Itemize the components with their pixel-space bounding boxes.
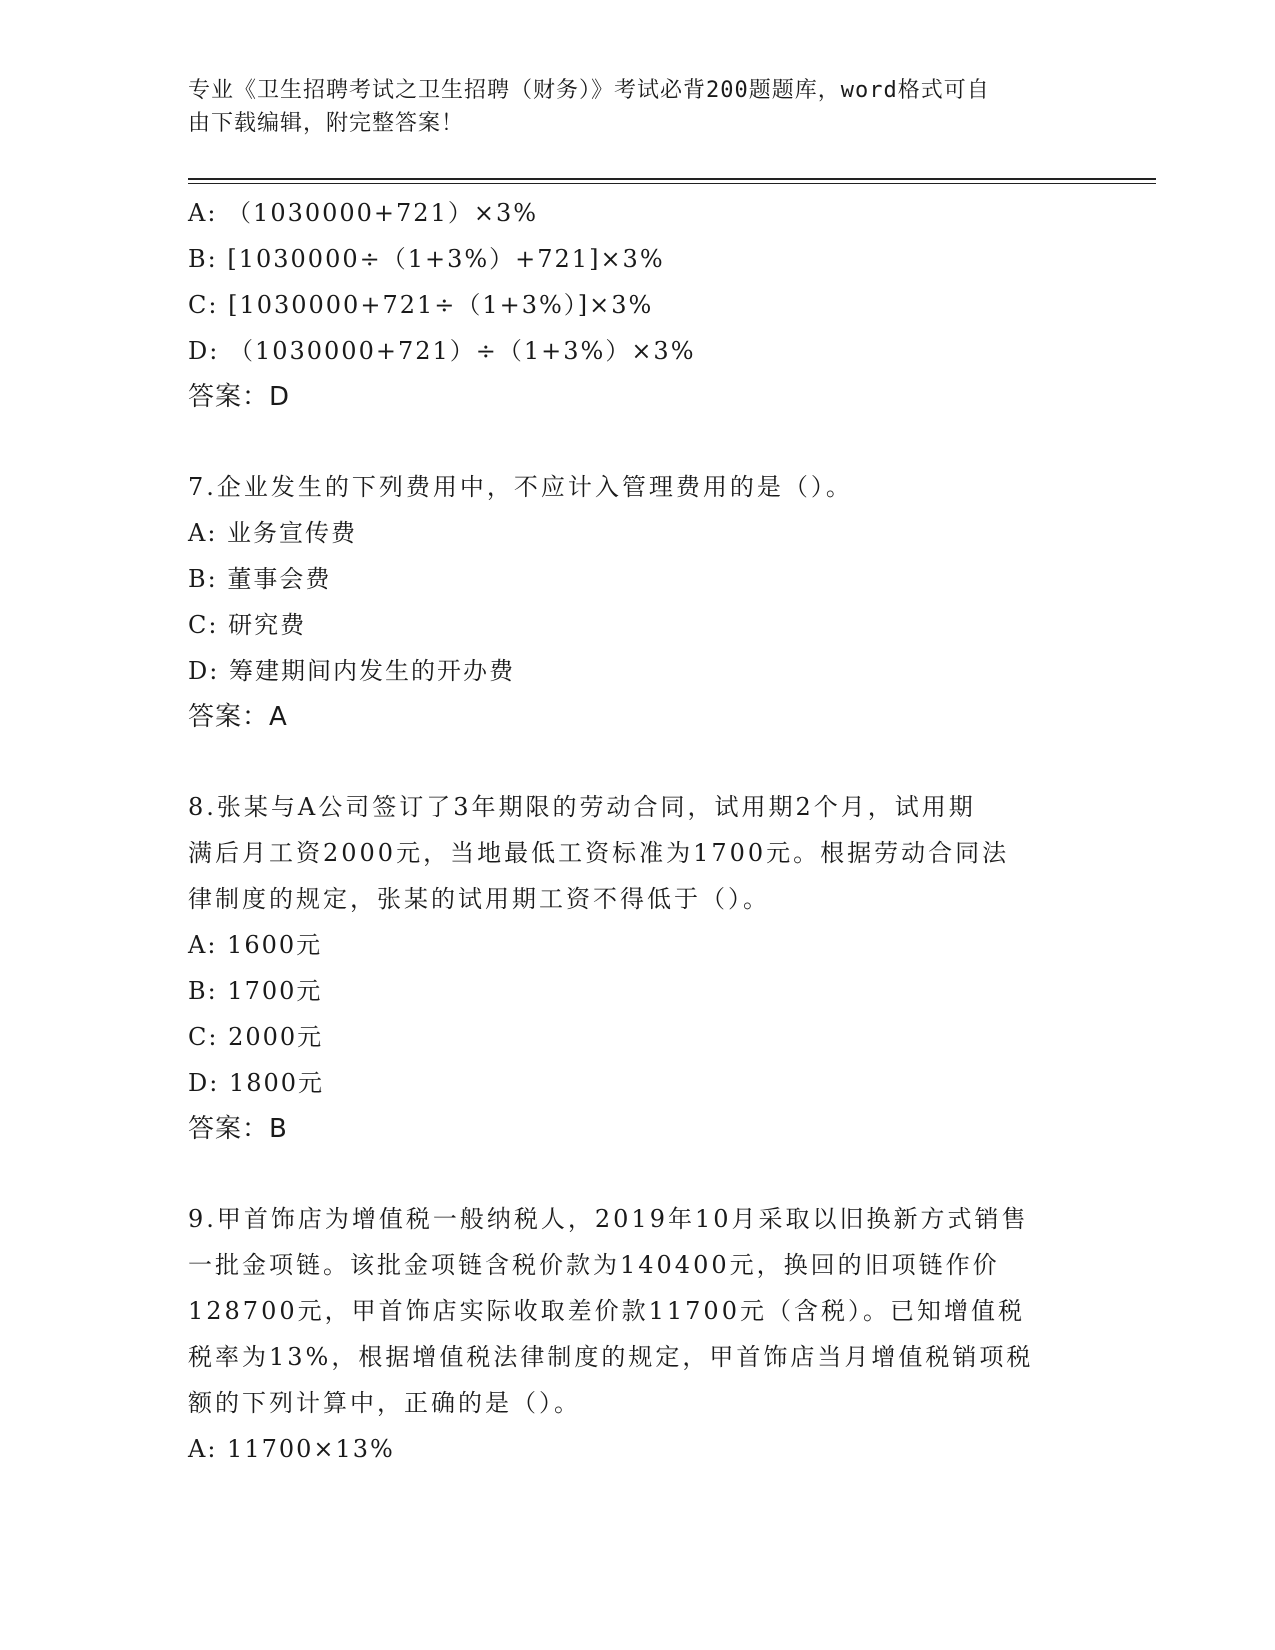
question-8 bbox=[188, 784, 1088, 1152]
question-stem: 7.企业发生的下列费用中，不应计入管理费用的是（）。 bbox=[188, 473, 853, 501]
option-c: C: 研究费 bbox=[188, 611, 307, 639]
question-stem-line: 税率为13%，根据增值税法律制度的规定，甲首饰店当月增值税销项税 bbox=[188, 1343, 1034, 1371]
option-c: C: 2000元 bbox=[188, 1023, 324, 1051]
option-a: A: 11700×13% bbox=[188, 1435, 395, 1463]
question-6 bbox=[188, 190, 1088, 420]
option-d: D: 筹建期间内发生的开办费 bbox=[188, 657, 515, 685]
question-list bbox=[188, 190, 1088, 1472]
question-stem-line: 8.张某与A公司签订了3年期限的劳动合同，试用期2个月，试用期 bbox=[188, 793, 976, 821]
option-d: D: 1800元 bbox=[188, 1069, 325, 1097]
question-stem-line: 一批金项链。该批金项链含税价款为140400元，换回的旧项链作价 bbox=[188, 1251, 1000, 1279]
option-b: B: 董事会费 bbox=[188, 565, 332, 593]
document-header bbox=[188, 74, 1078, 140]
header-line-1: 专业《卫生招聘考试之卫生招聘（财务）》考试必背200题题库，word格式可自 bbox=[188, 78, 990, 103]
question-9 bbox=[188, 1196, 1088, 1472]
option-a: A: （1030000+721）×3% bbox=[188, 199, 539, 227]
option-a: A: 1600元 bbox=[188, 931, 323, 959]
header-divider-thin bbox=[188, 183, 1156, 184]
question-stem-line: 律制度的规定，张某的试用期工资不得低于（）。 bbox=[188, 885, 770, 913]
header-line-2: 由下载编辑，附完整答案！ bbox=[188, 111, 465, 136]
option-b: B: [1030000÷（1+3%）+721]×3% bbox=[188, 245, 665, 273]
option-d: D: （1030000+721）÷（1+3%）×3% bbox=[188, 337, 696, 365]
option-a: A: 业务宣传费 bbox=[188, 519, 358, 547]
question-stem-line: 9.甲首饰店为增值税一般纳税人，2019年10月采取以旧换新方式销售 bbox=[188, 1205, 1029, 1233]
question-7 bbox=[188, 464, 1088, 740]
option-b: B: 1700元 bbox=[188, 977, 323, 1005]
header-divider-thick bbox=[188, 178, 1156, 180]
answer-line: 答案：B bbox=[188, 1114, 288, 1144]
question-stem-line: 额的下列计算中，正确的是（）。 bbox=[188, 1389, 581, 1417]
option-c: C: [1030000+721÷（1+3%）]×3% bbox=[188, 291, 654, 319]
question-stem-line: 128700元，甲首饰店实际收取差价款11700元（含税）。已知增值税 bbox=[188, 1297, 1025, 1325]
answer-line: 答案：D bbox=[188, 382, 291, 412]
answer-line: 答案：A bbox=[188, 702, 288, 732]
question-stem-line: 满后月工资2000元，当地最低工资标准为1700元。根据劳动合同法 bbox=[188, 839, 1010, 867]
